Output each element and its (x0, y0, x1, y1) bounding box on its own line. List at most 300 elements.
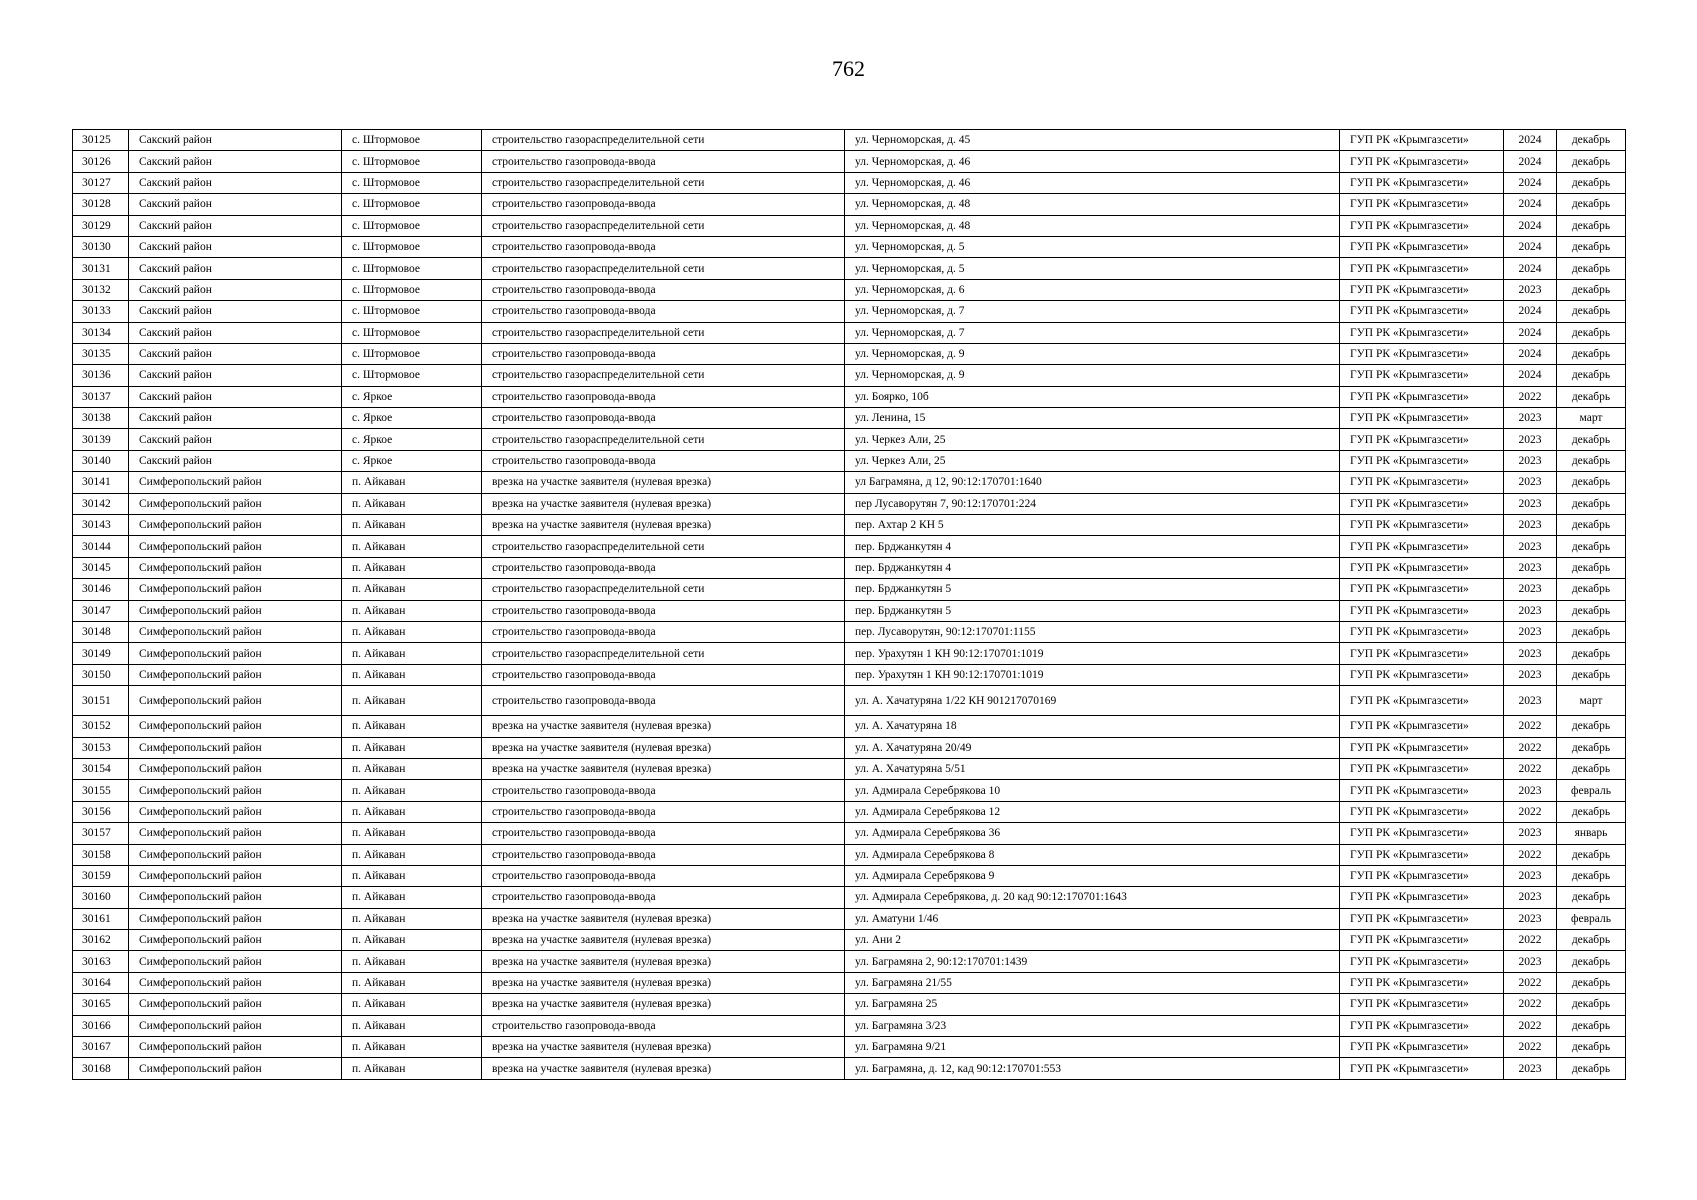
locality-cell: п. Айкаван (342, 737, 482, 758)
table-row (73, 737, 1626, 758)
address-cell: ул. Черноморская, д. 48 (845, 194, 1340, 215)
district-cell: Сакский район (129, 343, 342, 364)
month-cell: декабрь (1557, 887, 1626, 908)
table-row (73, 215, 1626, 236)
district-cell: Симферопольский район (129, 737, 342, 758)
organization-cell: ГУП РК «Крымгазсети» (1340, 758, 1504, 779)
work-type-cell: строительство газораспределительной сети (482, 172, 845, 193)
organization-cell: ГУП РК «Крымгазсети» (1340, 887, 1504, 908)
locality-cell: с. Штормовое (342, 365, 482, 386)
address-cell: ул. Баграмяна 3/23 (845, 1015, 1340, 1036)
locality-cell: п. Айкаван (342, 664, 482, 685)
locality-cell: п. Айкаван (342, 844, 482, 865)
organization-cell: ГУП РК «Крымгазсети» (1340, 493, 1504, 514)
object-id-cell: 30158 (73, 844, 129, 865)
locality-cell: п. Айкаван (342, 801, 482, 822)
locality-cell: с. Яркое (342, 408, 482, 429)
table-row (73, 908, 1626, 929)
locality-cell: п. Айкаван (342, 780, 482, 801)
object-id-cell: 30151 (73, 686, 129, 716)
year-cell: 2023 (1504, 429, 1557, 450)
year-cell: 2024 (1504, 130, 1557, 151)
year-cell: 2023 (1504, 621, 1557, 642)
month-cell: декабрь (1557, 236, 1626, 257)
address-cell: пер. Урахутян 1 КН 90:12:170701:1019 (845, 643, 1340, 664)
table-row (73, 716, 1626, 737)
object-id-cell: 30141 (73, 472, 129, 493)
table-row (73, 322, 1626, 343)
table-row (73, 951, 1626, 972)
address-cell: ул. Баграмяна, д. 12, кад 90:12:170701:553 (845, 1058, 1340, 1079)
organization-cell: ГУП РК «Крымгазсети» (1340, 236, 1504, 257)
object-id-cell: 30140 (73, 450, 129, 471)
month-cell: февраль (1557, 780, 1626, 801)
address-cell: ул. А. Хачатуряна 20/49 (845, 737, 1340, 758)
address-cell: пер. Брджанкутян 5 (845, 600, 1340, 621)
district-cell: Симферопольский район (129, 1037, 342, 1058)
month-cell: декабрь (1557, 664, 1626, 685)
work-type-cell: врезка на участке заявителя (нулевая врезка) (482, 1058, 845, 1079)
district-cell: Симферопольский район (129, 1015, 342, 1036)
locality-cell: п. Айкаван (342, 1037, 482, 1058)
district-cell: Симферопольский район (129, 664, 342, 685)
address-cell: ул. Адмирала Серебрякова 12 (845, 801, 1340, 822)
year-cell: 2022 (1504, 1037, 1557, 1058)
organization-cell: ГУП РК «Крымгазсети» (1340, 994, 1504, 1015)
organization-cell: ГУП РК «Крымгазсети» (1340, 865, 1504, 886)
table-row (73, 887, 1626, 908)
work-type-cell: строительство газопровода-ввода (482, 664, 845, 685)
object-id-cell: 30159 (73, 865, 129, 886)
object-id-cell: 30134 (73, 322, 129, 343)
year-cell: 2024 (1504, 365, 1557, 386)
table-row (73, 301, 1626, 322)
organization-cell: ГУП РК «Крымгазсети» (1340, 130, 1504, 151)
organization-cell: ГУП РК «Крымгазсети» (1340, 801, 1504, 822)
district-cell: Симферопольский район (129, 823, 342, 844)
table-row (73, 279, 1626, 300)
object-id-cell: 30131 (73, 258, 129, 279)
address-cell: ул. Черноморская, д. 9 (845, 343, 1340, 364)
month-cell: декабрь (1557, 737, 1626, 758)
month-cell: декабрь (1557, 472, 1626, 493)
locality-cell: п. Айкаван (342, 823, 482, 844)
work-type-cell: строительство газопровода-ввода (482, 557, 845, 578)
locality-cell: п. Айкаван (342, 951, 482, 972)
month-cell: декабрь (1557, 844, 1626, 865)
organization-cell: ГУП РК «Крымгазсети» (1340, 930, 1504, 951)
object-id-cell: 30153 (73, 737, 129, 758)
organization-cell: ГУП РК «Крымгазсети» (1340, 951, 1504, 972)
object-id-cell: 30127 (73, 172, 129, 193)
object-id-cell: 30142 (73, 493, 129, 514)
work-type-cell: строительство газораспределительной сети (482, 365, 845, 386)
table-row (73, 236, 1626, 257)
month-cell: январь (1557, 823, 1626, 844)
address-cell: ул. А. Хачатуряна 5/51 (845, 758, 1340, 779)
organization-cell: ГУП РК «Крымгазсети» (1340, 365, 1504, 386)
work-type-cell: строительство газораспределительной сети (482, 215, 845, 236)
locality-cell: с. Штормовое (342, 301, 482, 322)
work-type-cell: врезка на участке заявителя (нулевая врезка) (482, 737, 845, 758)
organization-cell: ГУП РК «Крымгазсети» (1340, 408, 1504, 429)
district-cell: Сакский район (129, 408, 342, 429)
address-cell: пер. Брджанкутян 4 (845, 557, 1340, 578)
locality-cell: с. Штормовое (342, 343, 482, 364)
work-type-cell: строительство газораспределительной сети (482, 258, 845, 279)
locality-cell: п. Айкаван (342, 1058, 482, 1079)
locality-cell: с. Штормовое (342, 151, 482, 172)
work-type-cell: строительство газопровода-ввода (482, 1015, 845, 1036)
object-id-cell: 30132 (73, 279, 129, 300)
year-cell: 2023 (1504, 908, 1557, 929)
object-id-cell: 30149 (73, 643, 129, 664)
organization-cell: ГУП РК «Крымгазсети» (1340, 908, 1504, 929)
object-id-cell: 30148 (73, 621, 129, 642)
object-id-cell: 30135 (73, 343, 129, 364)
work-type-cell: врезка на участке заявителя (нулевая врезка) (482, 758, 845, 779)
object-id-cell: 30166 (73, 1015, 129, 1036)
table-row (73, 194, 1626, 215)
month-cell: декабрь (1557, 716, 1626, 737)
table-row (73, 130, 1626, 151)
object-id-cell: 30138 (73, 408, 129, 429)
locality-cell: п. Айкаван (342, 557, 482, 578)
month-cell: декабрь (1557, 429, 1626, 450)
district-cell: Симферопольский район (129, 908, 342, 929)
table-body (73, 130, 1626, 1080)
table-row (73, 930, 1626, 951)
address-cell: ул. Черноморская, д. 7 (845, 301, 1340, 322)
organization-cell: ГУП РК «Крымгазсети» (1340, 279, 1504, 300)
district-cell: Сакский район (129, 429, 342, 450)
work-type-cell: строительство газораспределительной сети (482, 429, 845, 450)
year-cell: 2022 (1504, 994, 1557, 1015)
district-cell: Симферопольский район (129, 972, 342, 993)
object-id-cell: 30157 (73, 823, 129, 844)
organization-cell: ГУП РК «Крымгазсети» (1340, 823, 1504, 844)
work-type-cell: строительство газопровода-ввода (482, 450, 845, 471)
month-cell: декабрь (1557, 322, 1626, 343)
locality-cell: п. Айкаван (342, 686, 482, 716)
address-cell: ул. Черноморская, д. 5 (845, 258, 1340, 279)
organization-cell: ГУП РК «Крымгазсети» (1340, 579, 1504, 600)
object-id-cell: 30133 (73, 301, 129, 322)
object-id-cell: 30167 (73, 1037, 129, 1058)
organization-cell: ГУП РК «Крымгазсети» (1340, 258, 1504, 279)
year-cell: 2024 (1504, 301, 1557, 322)
organization-cell: ГУП РК «Крымгазсети» (1340, 450, 1504, 471)
year-cell: 2022 (1504, 386, 1557, 407)
organization-cell: ГУП РК «Крымгазсети» (1340, 515, 1504, 536)
district-cell: Симферопольский район (129, 472, 342, 493)
work-type-cell: строительство газораспределительной сети (482, 536, 845, 557)
object-id-cell: 30129 (73, 215, 129, 236)
locality-cell: п. Айкаван (342, 930, 482, 951)
locality-cell: с. Яркое (342, 429, 482, 450)
work-type-cell: строительство газораспределительной сети (482, 579, 845, 600)
year-cell: 2023 (1504, 686, 1557, 716)
address-cell: ул. Адмирала Серебрякова 36 (845, 823, 1340, 844)
year-cell: 2023 (1504, 887, 1557, 908)
object-id-cell: 30155 (73, 780, 129, 801)
work-type-cell: врезка на участке заявителя (нулевая врезка) (482, 472, 845, 493)
address-cell: ул. Боярко, 10б (845, 386, 1340, 407)
table-row (73, 172, 1626, 193)
table-row (73, 343, 1626, 364)
organization-cell: ГУП РК «Крымгазсети» (1340, 343, 1504, 364)
year-cell: 2024 (1504, 343, 1557, 364)
work-type-cell: строительство газопровода-ввода (482, 386, 845, 407)
object-id-cell: 30164 (73, 972, 129, 993)
month-cell: декабрь (1557, 621, 1626, 642)
month-cell: декабрь (1557, 450, 1626, 471)
address-cell: ул. Баграмяна 9/21 (845, 1037, 1340, 1058)
year-cell: 2023 (1504, 279, 1557, 300)
organization-cell: ГУП РК «Крымгазсети» (1340, 172, 1504, 193)
object-id-cell: 30162 (73, 930, 129, 951)
table-row (73, 1058, 1626, 1079)
organization-cell: ГУП РК «Крымгазсети» (1340, 972, 1504, 993)
month-cell: декабрь (1557, 215, 1626, 236)
table-row (73, 472, 1626, 493)
organization-cell: ГУП РК «Крымгазсети» (1340, 716, 1504, 737)
address-cell: ул. Черноморская, д. 45 (845, 130, 1340, 151)
district-cell: Симферопольский район (129, 930, 342, 951)
year-cell: 2023 (1504, 643, 1557, 664)
year-cell: 2024 (1504, 322, 1557, 343)
month-cell: декабрь (1557, 930, 1626, 951)
organization-cell: ГУП РК «Крымгазсети» (1340, 472, 1504, 493)
work-type-cell: строительство газораспределительной сети (482, 643, 845, 664)
object-id-cell: 30145 (73, 557, 129, 578)
locality-cell: п. Айкаван (342, 643, 482, 664)
table-row (73, 151, 1626, 172)
table-row (73, 1015, 1626, 1036)
district-cell: Сакский район (129, 151, 342, 172)
address-cell: пер. Ахтар 2 КН 5 (845, 515, 1340, 536)
organization-cell: ГУП РК «Крымгазсети» (1340, 301, 1504, 322)
month-cell: декабрь (1557, 1015, 1626, 1036)
district-cell: Симферопольский район (129, 780, 342, 801)
work-type-cell: строительство газопровода-ввода (482, 887, 845, 908)
organization-cell: ГУП РК «Крымгазсети» (1340, 780, 1504, 801)
address-cell: ул. Черноморская, д. 46 (845, 151, 1340, 172)
month-cell: декабрь (1557, 172, 1626, 193)
district-cell: Симферопольский район (129, 844, 342, 865)
year-cell: 2022 (1504, 801, 1557, 822)
address-cell: ул. А. Хачатуряна 1/22 КН 901217070169 (845, 686, 1340, 716)
year-cell: 2023 (1504, 1058, 1557, 1079)
year-cell: 2022 (1504, 737, 1557, 758)
district-cell: Симферопольский район (129, 865, 342, 886)
object-id-cell: 30125 (73, 130, 129, 151)
object-id-cell: 30146 (73, 579, 129, 600)
district-cell: Сакский район (129, 386, 342, 407)
table-row (73, 994, 1626, 1015)
address-cell: ул. Черкез Али, 25 (845, 450, 1340, 471)
table-row (73, 536, 1626, 557)
district-cell: Сакский район (129, 258, 342, 279)
work-type-cell: строительство газопровода-ввода (482, 194, 845, 215)
year-cell: 2023 (1504, 557, 1557, 578)
year-cell: 2022 (1504, 930, 1557, 951)
page-number: 762 (832, 56, 865, 81)
table-row (73, 579, 1626, 600)
object-id-cell: 30147 (73, 600, 129, 621)
work-type-cell: врезка на участке заявителя (нулевая врезка) (482, 716, 845, 737)
locality-cell: п. Айкаван (342, 908, 482, 929)
locality-cell: с. Штормовое (342, 258, 482, 279)
work-type-cell: врезка на участке заявителя (нулевая врезка) (482, 515, 845, 536)
year-cell: 2023 (1504, 408, 1557, 429)
object-id-cell: 30163 (73, 951, 129, 972)
address-cell: пер. Брджанкутян 4 (845, 536, 1340, 557)
object-id-cell: 30152 (73, 716, 129, 737)
year-cell: 2024 (1504, 172, 1557, 193)
year-cell: 2023 (1504, 664, 1557, 685)
table-row (73, 823, 1626, 844)
work-type-cell: строительство газопровода-ввода (482, 823, 845, 844)
object-id-cell: 30137 (73, 386, 129, 407)
district-cell: Симферопольский район (129, 686, 342, 716)
address-cell: ул. Ленина, 15 (845, 408, 1340, 429)
organization-cell: ГУП РК «Крымгазсети» (1340, 322, 1504, 343)
object-id-cell: 30165 (73, 994, 129, 1015)
address-cell: ул. Черноморская, д. 5 (845, 236, 1340, 257)
object-id-cell: 30144 (73, 536, 129, 557)
month-cell: март (1557, 686, 1626, 716)
table-row (73, 429, 1626, 450)
work-type-cell: врезка на участке заявителя (нулевая врезка) (482, 951, 845, 972)
district-cell: Симферопольский район (129, 951, 342, 972)
year-cell: 2024 (1504, 194, 1557, 215)
month-cell: декабрь (1557, 557, 1626, 578)
year-cell: 2023 (1504, 536, 1557, 557)
object-id-cell: 30150 (73, 664, 129, 685)
year-cell: 2022 (1504, 758, 1557, 779)
district-cell: Симферопольский район (129, 557, 342, 578)
district-cell: Сакский район (129, 301, 342, 322)
table-row (73, 386, 1626, 407)
year-cell: 2023 (1504, 450, 1557, 471)
work-type-cell: строительство газопровода-ввода (482, 408, 845, 429)
address-cell: пер. Брджанкутян 5 (845, 579, 1340, 600)
locality-cell: п. Айкаван (342, 1015, 482, 1036)
address-cell: ул. Аматуни 1/46 (845, 908, 1340, 929)
district-cell: Сакский район (129, 279, 342, 300)
year-cell: 2024 (1504, 236, 1557, 257)
year-cell: 2023 (1504, 600, 1557, 621)
table-row (73, 780, 1626, 801)
organization-cell: ГУП РК «Крымгазсети» (1340, 1058, 1504, 1079)
work-type-cell: врезка на участке заявителя (нулевая врезка) (482, 908, 845, 929)
address-cell: ул. Черноморская, д. 46 (845, 172, 1340, 193)
work-type-cell: строительство газопровода-ввода (482, 801, 845, 822)
district-cell: Сакский район (129, 450, 342, 471)
table-row (73, 664, 1626, 685)
month-cell: декабрь (1557, 758, 1626, 779)
month-cell: декабрь (1557, 536, 1626, 557)
locality-cell: п. Айкаван (342, 600, 482, 621)
organization-cell: ГУП РК «Крымгазсети» (1340, 151, 1504, 172)
table-row (73, 643, 1626, 664)
work-type-cell: строительство газопровода-ввода (482, 279, 845, 300)
month-cell: декабрь (1557, 600, 1626, 621)
table-row (73, 258, 1626, 279)
month-cell: декабрь (1557, 343, 1626, 364)
locality-cell: с. Штормовое (342, 236, 482, 257)
work-type-cell: строительство газораспределительной сети (482, 322, 845, 343)
month-cell: декабрь (1557, 994, 1626, 1015)
district-cell: Сакский район (129, 365, 342, 386)
object-id-cell: 30160 (73, 887, 129, 908)
table-row (73, 758, 1626, 779)
district-cell: Симферопольский район (129, 536, 342, 557)
address-cell: ул. Адмирала Серебрякова 10 (845, 780, 1340, 801)
month-cell: декабрь (1557, 493, 1626, 514)
month-cell: декабрь (1557, 1037, 1626, 1058)
table-row (73, 621, 1626, 642)
year-cell: 2023 (1504, 823, 1557, 844)
district-cell: Сакский район (129, 322, 342, 343)
district-cell: Симферопольский район (129, 994, 342, 1015)
work-type-cell: строительство газопровода-ввода (482, 865, 845, 886)
year-cell: 2022 (1504, 1015, 1557, 1036)
work-type-cell: врезка на участке заявителя (нулевая врезка) (482, 493, 845, 514)
work-type-cell: врезка на участке заявителя (нулевая врезка) (482, 930, 845, 951)
table-row (73, 493, 1626, 514)
work-type-cell: врезка на участке заявителя (нулевая врезка) (482, 1037, 845, 1058)
year-cell: 2023 (1504, 579, 1557, 600)
month-cell: декабрь (1557, 801, 1626, 822)
address-cell: ул. Черноморская, д. 9 (845, 365, 1340, 386)
work-type-cell: строительство газопровода-ввода (482, 844, 845, 865)
organization-cell: ГУП РК «Крымгазсети» (1340, 194, 1504, 215)
table-row (73, 450, 1626, 471)
work-type-cell: строительство газопровода-ввода (482, 780, 845, 801)
table-row (73, 1037, 1626, 1058)
month-cell: декабрь (1557, 301, 1626, 322)
locality-cell: п. Айкаван (342, 493, 482, 514)
month-cell: март (1557, 408, 1626, 429)
year-cell: 2024 (1504, 215, 1557, 236)
year-cell: 2023 (1504, 865, 1557, 886)
organization-cell: ГУП РК «Крымгазсети» (1340, 429, 1504, 450)
organization-cell: ГУП РК «Крымгазсети» (1340, 215, 1504, 236)
year-cell: 2023 (1504, 515, 1557, 536)
object-id-cell: 30143 (73, 515, 129, 536)
month-cell: декабрь (1557, 515, 1626, 536)
object-id-cell: 30126 (73, 151, 129, 172)
locality-cell: с. Штормовое (342, 215, 482, 236)
month-cell: декабрь (1557, 194, 1626, 215)
year-cell: 2022 (1504, 716, 1557, 737)
year-cell: 2023 (1504, 472, 1557, 493)
address-cell: ул. Баграмяна 25 (845, 994, 1340, 1015)
year-cell: 2022 (1504, 844, 1557, 865)
table-row (73, 515, 1626, 536)
district-cell: Симферопольский район (129, 579, 342, 600)
district-cell: Симферопольский район (129, 600, 342, 621)
district-cell: Симферопольский район (129, 801, 342, 822)
object-id-cell: 30154 (73, 758, 129, 779)
organization-cell: ГУП РК «Крымгазсети» (1340, 643, 1504, 664)
address-cell: пер. Лусаворутян, 90:12:170701:1155 (845, 621, 1340, 642)
table-row (73, 972, 1626, 993)
district-cell: Симферопольский район (129, 887, 342, 908)
locality-cell: п. Айкаван (342, 887, 482, 908)
